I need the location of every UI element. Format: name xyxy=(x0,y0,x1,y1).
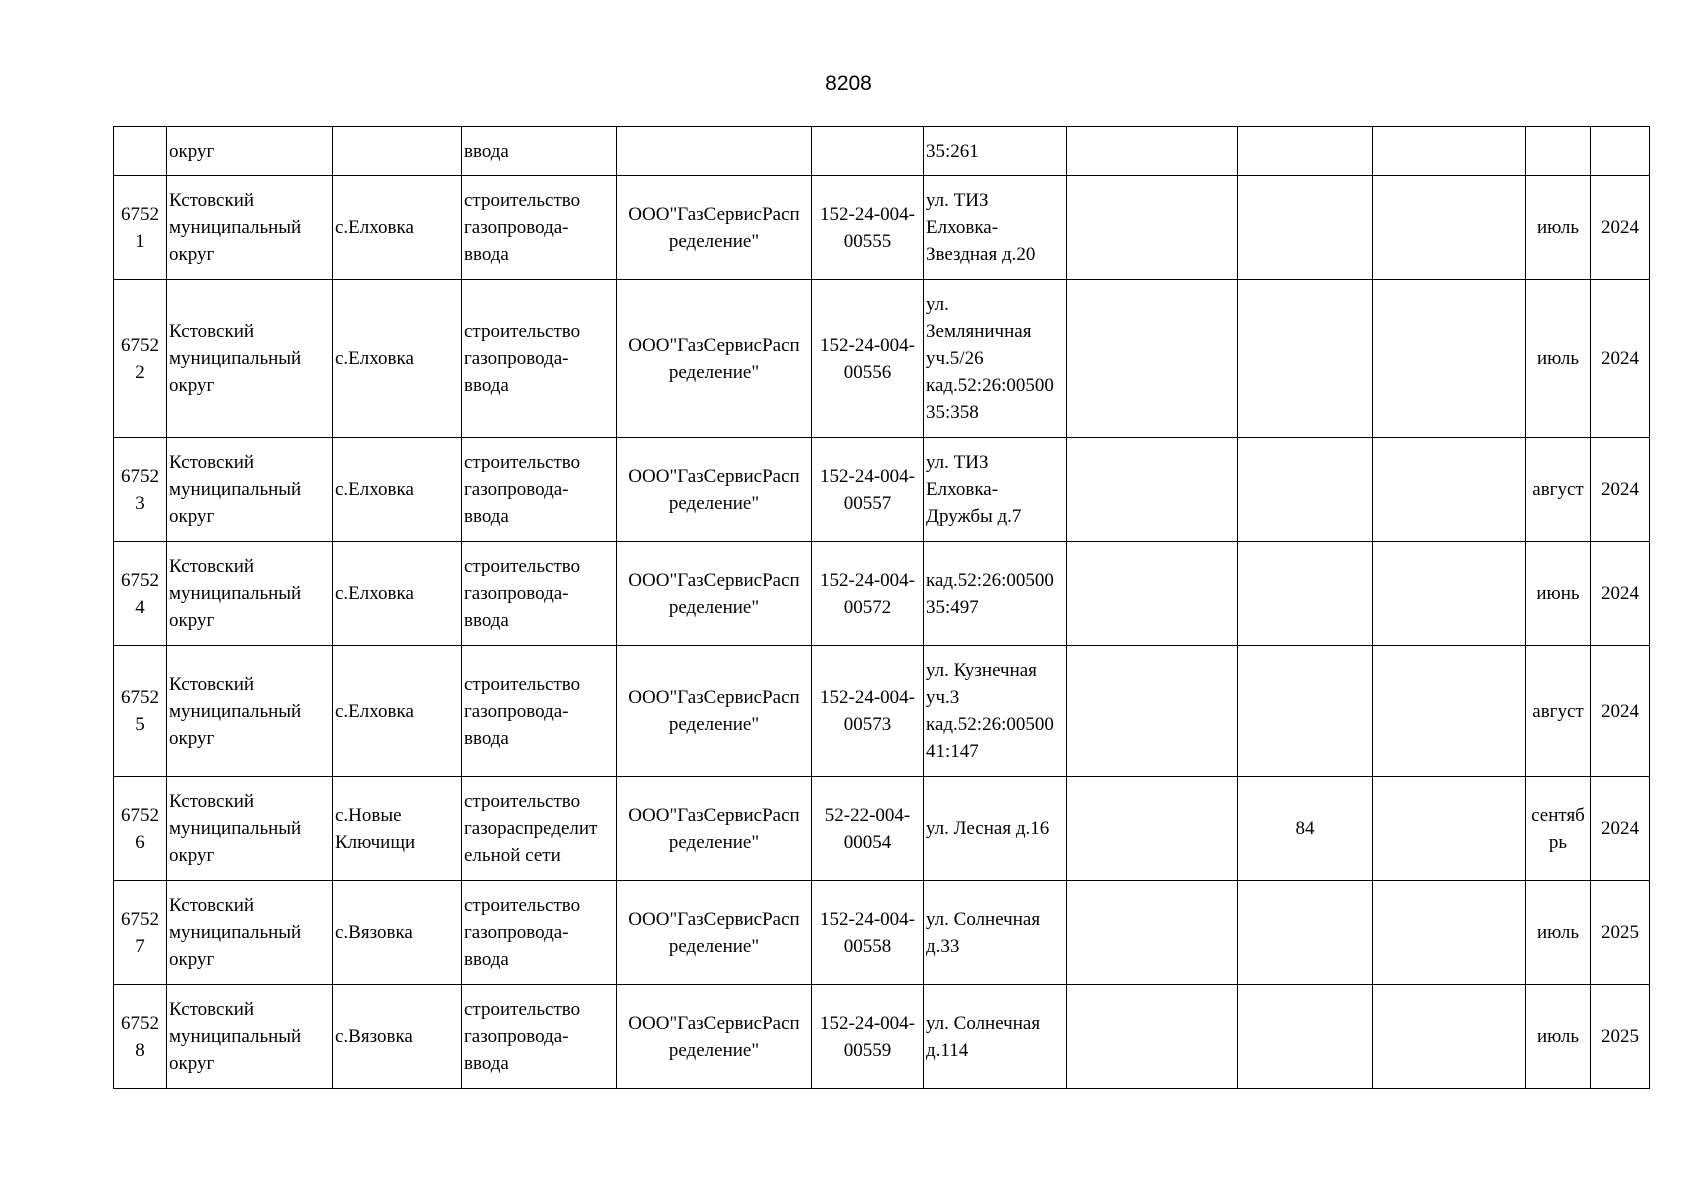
cell-address: ул. ТИЗ Елховка- Дружбы д.7 xyxy=(924,438,1067,542)
page-number: 8208 xyxy=(825,72,872,95)
cell-col8 xyxy=(1067,985,1238,1089)
cell-settlement xyxy=(333,127,462,176)
cell-org: ООО"ГазСервисРасп ределение" xyxy=(617,646,812,777)
cell-month: июль xyxy=(1526,280,1591,438)
cell-code: 152-24-004- 00572 xyxy=(812,542,924,646)
table-row xyxy=(114,542,1650,646)
cell-org: ООО"ГазСервисРасп ределение" xyxy=(617,985,812,1089)
cell-col9 xyxy=(1238,280,1373,438)
table-row xyxy=(114,985,1650,1089)
cell-col10 xyxy=(1373,280,1526,438)
cell-month xyxy=(1526,127,1591,176)
cell-col9 xyxy=(1238,646,1373,777)
cell-address: ул. Земляничная уч.5/26 кад.52:26:00500 35:358 xyxy=(924,280,1067,438)
cell-col8 xyxy=(1067,176,1238,280)
cell-org: ООО"ГазСервисРасп ределение" xyxy=(617,176,812,280)
cell-month: июль xyxy=(1526,881,1591,985)
cell-work: строительство газораспределит ельной сети xyxy=(462,777,617,881)
cell-district: Кстовский муниципальный округ xyxy=(167,985,333,1089)
cell-district: Кстовский муниципальный округ xyxy=(167,280,333,438)
cell-work: строительство газопровода- ввода xyxy=(462,881,617,985)
cell-col10 xyxy=(1373,646,1526,777)
cell-num: 6752 4 xyxy=(114,542,167,646)
cell-address: ул. Солнечная д.33 xyxy=(924,881,1067,985)
cell-work: строительство газопровода- ввода xyxy=(462,985,617,1089)
cell-settlement: с.Елховка xyxy=(333,438,462,542)
cell-month: сентяб рь xyxy=(1526,777,1591,881)
cell-work: строительство газопровода- ввода xyxy=(462,176,617,280)
cell-col10 xyxy=(1373,542,1526,646)
cell-org: ООО"ГазСервисРасп ределение" xyxy=(617,438,812,542)
cell-col9 xyxy=(1238,176,1373,280)
cell-month: июль xyxy=(1526,985,1591,1089)
cell-address: 35:261 xyxy=(924,127,1067,176)
cell-work: строительство газопровода- ввода xyxy=(462,646,617,777)
cell-work: строительство газопровода- ввода xyxy=(462,438,617,542)
cell-col8 xyxy=(1067,280,1238,438)
cell-org xyxy=(617,127,812,176)
cell-code: 152-24-004- 00559 xyxy=(812,985,924,1089)
cell-district: Кстовский муниципальный округ xyxy=(167,646,333,777)
cell-col8 xyxy=(1067,881,1238,985)
table-row xyxy=(114,280,1650,438)
cell-col9 xyxy=(1238,542,1373,646)
cell-col8 xyxy=(1067,542,1238,646)
cell-year: 2024 xyxy=(1591,176,1650,280)
table-body xyxy=(114,127,1650,1089)
cell-work: строительство газопровода- ввода xyxy=(462,542,617,646)
cell-address: ул. Солнечная д.114 xyxy=(924,985,1067,1089)
cell-code: 152-24-004- 00556 xyxy=(812,280,924,438)
cell-code xyxy=(812,127,924,176)
cell-year: 2024 xyxy=(1591,280,1650,438)
cell-address: ул. Лесная д.16 xyxy=(924,777,1067,881)
table-row xyxy=(114,777,1650,881)
cell-col10 xyxy=(1373,985,1526,1089)
cell-year xyxy=(1591,127,1650,176)
cell-month: август xyxy=(1526,438,1591,542)
cell-org: ООО"ГазСервисРасп ределение" xyxy=(617,280,812,438)
cell-col10 xyxy=(1373,881,1526,985)
table-row xyxy=(114,881,1650,985)
cell-settlement: с.Елховка xyxy=(333,280,462,438)
cell-num: 6752 1 xyxy=(114,176,167,280)
cell-code: 152-24-004- 00555 xyxy=(812,176,924,280)
registry-table xyxy=(113,126,1650,1089)
cell-year: 2025 xyxy=(1591,985,1650,1089)
cell-org: ООО"ГазСервисРасп ределение" xyxy=(617,542,812,646)
cell-col9 xyxy=(1238,127,1373,176)
cell-num: 6752 5 xyxy=(114,646,167,777)
cell-num: 6752 2 xyxy=(114,280,167,438)
cell-col9 xyxy=(1238,985,1373,1089)
cell-settlement: с.Вязовка xyxy=(333,985,462,1089)
cell-num: 6752 3 xyxy=(114,438,167,542)
cell-code: 152-24-004- 00573 xyxy=(812,646,924,777)
cell-district: Кстовский муниципальный округ xyxy=(167,777,333,881)
cell-code: 152-24-004- 00558 xyxy=(812,881,924,985)
cell-year: 2024 xyxy=(1591,438,1650,542)
cell-work: строительство газопровода- ввода xyxy=(462,280,617,438)
cell-settlement: с.Новые Ключищи xyxy=(333,777,462,881)
cell-month: июнь xyxy=(1526,542,1591,646)
table-row-continuation xyxy=(114,127,1650,176)
cell-address: кад.52:26:00500 35:497 xyxy=(924,542,1067,646)
cell-address: ул. ТИЗ Елховка- Звездная д.20 xyxy=(924,176,1067,280)
cell-num: 6752 7 xyxy=(114,881,167,985)
cell-col9 xyxy=(1238,881,1373,985)
cell-district: Кстовский муниципальный округ xyxy=(167,542,333,646)
cell-col8 xyxy=(1067,127,1238,176)
cell-col10 xyxy=(1373,127,1526,176)
cell-year: 2024 xyxy=(1591,542,1650,646)
cell-address: ул. Кузнечная уч.3 кад.52:26:00500 41:147 xyxy=(924,646,1067,777)
table-row xyxy=(114,176,1650,280)
cell-col10 xyxy=(1373,176,1526,280)
cell-year: 2024 xyxy=(1591,646,1650,777)
cell-col8 xyxy=(1067,777,1238,881)
cell-col8 xyxy=(1067,438,1238,542)
table-row xyxy=(114,438,1650,542)
cell-num: 6752 6 xyxy=(114,777,167,881)
cell-settlement: с.Елховка xyxy=(333,176,462,280)
cell-num: 6752 8 xyxy=(114,985,167,1089)
cell-district: Кстовский муниципальный округ xyxy=(167,881,333,985)
cell-col9: 84 xyxy=(1238,777,1373,881)
cell-settlement: с.Вязовка xyxy=(333,881,462,985)
cell-work: ввода xyxy=(462,127,617,176)
cell-code: 152-24-004- 00557 xyxy=(812,438,924,542)
table-row xyxy=(114,646,1650,777)
cell-year: 2024 xyxy=(1591,777,1650,881)
cell-code: 52-22-004- 00054 xyxy=(812,777,924,881)
cell-month: август xyxy=(1526,646,1591,777)
cell-month: июль xyxy=(1526,176,1591,280)
cell-district: Кстовский муниципальный округ xyxy=(167,176,333,280)
cell-org: ООО"ГазСервисРасп ределение" xyxy=(617,881,812,985)
cell-col9 xyxy=(1238,438,1373,542)
cell-settlement: с.Елховка xyxy=(333,542,462,646)
cell-org: ООО"ГазСервисРасп ределение" xyxy=(617,777,812,881)
cell-settlement: с.Елховка xyxy=(333,646,462,777)
cell-col10 xyxy=(1373,777,1526,881)
cell-col10 xyxy=(1373,438,1526,542)
cell-col8 xyxy=(1067,646,1238,777)
cell-year: 2025 xyxy=(1591,881,1650,985)
cell-num xyxy=(114,127,167,176)
cell-district: округ xyxy=(167,127,333,176)
cell-district: Кстовский муниципальный округ xyxy=(167,438,333,542)
